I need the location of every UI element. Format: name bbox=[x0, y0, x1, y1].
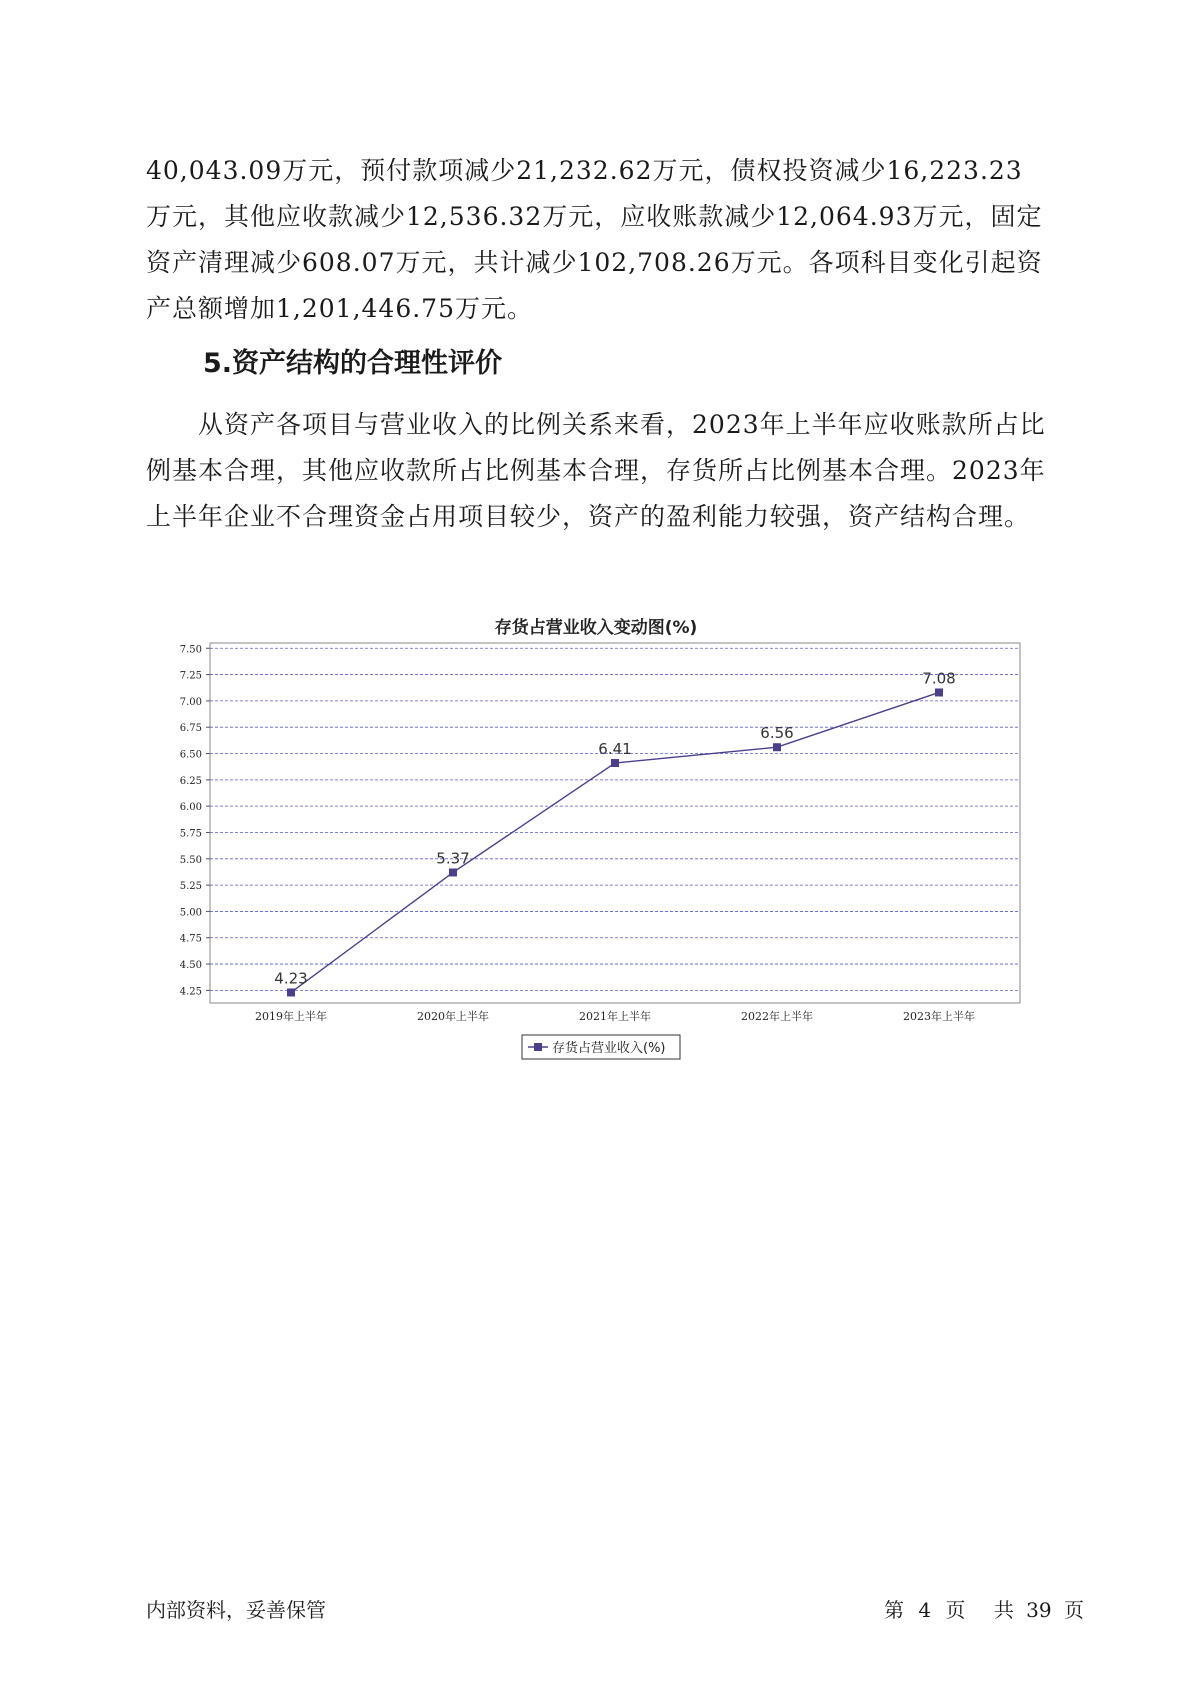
page-number: 4 bbox=[918, 1598, 932, 1622]
y-tick-label: 6.25 bbox=[179, 775, 202, 787]
footer-confidential-note: 内部资料，妥善保管 bbox=[146, 1598, 326, 1622]
y-tick-label: 6.75 bbox=[179, 723, 202, 735]
data-label: 7.08 bbox=[922, 669, 956, 688]
paragraph-asset-changes: 40,043.09万元，预付款项减少21,232.62万元，债权投资减少16,223.23万元，其他应收款减少12,536.32万元，应收账款减少12,064.93万元，固定资产清理减少608.07万元，共计减少102,708.26万元。各项科目变化引起资产总额增加1,201,446.75万元。 bbox=[146, 156, 1043, 323]
y-tick-label: 6.50 bbox=[179, 749, 202, 761]
chart-title: 存货占营业收入变动图(%) bbox=[494, 618, 698, 638]
x-tick-label: 2021年上半年 bbox=[579, 1010, 651, 1023]
data-point bbox=[449, 868, 457, 876]
y-tick-label: 7.25 bbox=[179, 670, 202, 682]
paragraph-asset-structure: 从资产各项目与营业收入的比例关系来看，2023年上半年应收账款所占比例基本合理，其他应收款所占比例基本合理，存货所占比例基本合理。2023年上半年企业不合理资金占用项目较少，资产的盈利能力较强，资产结构合理。 bbox=[146, 410, 1046, 531]
y-tick-label: 5.50 bbox=[179, 854, 202, 866]
data-label: 6.56 bbox=[760, 724, 794, 743]
y-tick-label: 5.75 bbox=[179, 828, 202, 840]
total-label-prefix: 共 bbox=[993, 1598, 1014, 1622]
x-tick-label: 2022年上半年 bbox=[741, 1010, 813, 1023]
y-tick-label: 4.50 bbox=[179, 960, 202, 972]
data-label: 4.23 bbox=[274, 969, 308, 988]
y-tick-labels bbox=[180, 644, 202, 997]
section-heading: 5.资产结构的合理性评价 bbox=[203, 348, 503, 379]
x-tick-label: 2020年上半年 bbox=[417, 1010, 489, 1023]
x-tick-label: 2019年上半年 bbox=[255, 1010, 327, 1023]
y-tick-label: 7.50 bbox=[179, 644, 202, 656]
legend-label: 存货占营业收入(%) bbox=[552, 1041, 666, 1056]
data-point bbox=[287, 988, 295, 996]
legend bbox=[522, 1035, 680, 1059]
y-tick-label: 5.25 bbox=[179, 881, 202, 893]
x-tick-label: 2023年上半年 bbox=[903, 1010, 975, 1023]
data-label: 6.41 bbox=[598, 740, 632, 758]
legend-marker-icon bbox=[534, 1043, 542, 1051]
x-tick-labels bbox=[255, 1009, 975, 1023]
data-point bbox=[773, 743, 781, 751]
page-label-mid: 页 bbox=[945, 1598, 966, 1622]
data-point bbox=[935, 688, 943, 696]
total-label-suffix: 页 bbox=[1063, 1598, 1084, 1622]
footer-page-info bbox=[884, 1596, 1084, 1624]
y-tick-label: 4.25 bbox=[179, 986, 202, 998]
y-tick-label: 7.00 bbox=[179, 696, 202, 708]
plot-area bbox=[210, 643, 1020, 1003]
y-tick-label: 6.00 bbox=[179, 802, 202, 814]
data-label: 5.37 bbox=[436, 849, 470, 868]
page-label-prefix: 第 bbox=[884, 1598, 904, 1622]
y-tick-label: 5.00 bbox=[179, 907, 202, 919]
data-point bbox=[611, 759, 619, 767]
total-pages: 39 bbox=[1026, 1598, 1052, 1622]
y-tick-label: 4.75 bbox=[179, 933, 202, 945]
